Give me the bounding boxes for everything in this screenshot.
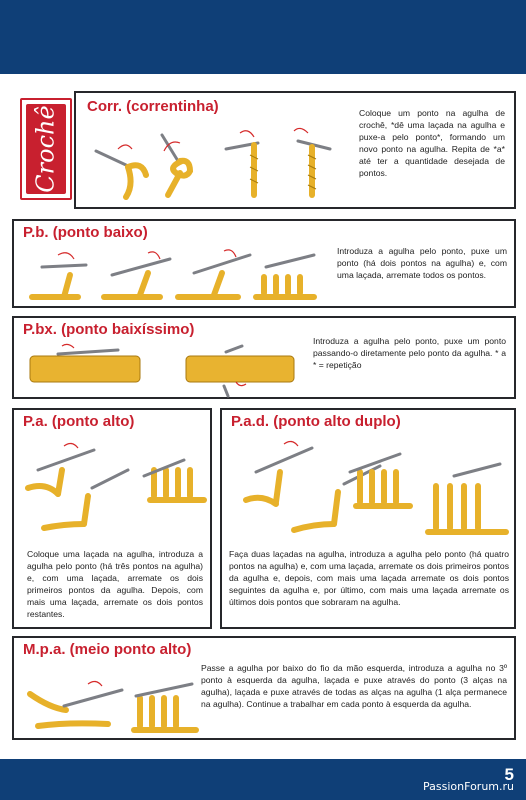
- site-watermark: PassionForum.ru: [423, 780, 514, 793]
- pbx-title: P.bx. (ponto baixíssimo): [23, 321, 195, 338]
- pad-text: Faça duas laçadas na agulha, introduza a agulha pelo ponto (há quatro pontos na agulha) e, com uma laçada, arremate os dois primeiros pontos da agulha e, depois, com mais uma laçada arremate os dois pontos seguintes da agulha e, por último, com mais uma laçada arremate os últimos dois pontos que sobraram na agulha.: [229, 549, 509, 607]
- mpa-title: M.p.a. (meio ponto alto): [23, 641, 192, 658]
- pb-title: P.b. (ponto baixo): [23, 224, 148, 241]
- pa-text: Coloque uma laçada na agulha, introduza a agulha pelo ponto (há três pontos na agulha) e, com uma laçada, arremate os dois primeiros pontos da agulha. Depois, com mais uma laçada, arremate os dois pontos restantes.: [27, 549, 203, 619]
- pad-box: [220, 408, 516, 629]
- pbx-text: Introduza a agulha pelo ponto, puxe um ponto passando-o diretamente pelo ponto da agulha. * a * = repetição: [313, 336, 506, 370]
- corr-text: Coloque um ponto na agulha de crochê, *dê uma laçada na agulha e puxe-a pelo ponto*, formando um novo ponto na agulha. Repita de *a* até ter a quantidade desejada de pontos.: [359, 108, 505, 178]
- pb-text: Introduza a agulha pelo ponto, puxe um ponto (há dois pontos na agulha) e, com uma laçada, arremate todos os pontos.: [337, 246, 507, 280]
- pa-title: P.a. (ponto alto): [23, 413, 135, 430]
- pad-illustration: [240, 436, 510, 536]
- corr-box: [74, 91, 516, 209]
- corr-illustration: [88, 121, 350, 199]
- header-band: [0, 0, 526, 74]
- pb-box: [12, 219, 516, 308]
- pbx-illustration: [28, 342, 298, 398]
- pb-illustration: [28, 245, 318, 303]
- pa-illustration: [24, 436, 206, 536]
- mpa-box: [12, 636, 516, 740]
- page-number: 5: [504, 765, 514, 784]
- pa-box: [12, 408, 212, 629]
- corr-title: Corr. (correntinha): [87, 98, 219, 115]
- section-tab-label: Crochê: [32, 105, 61, 193]
- mpa-illustration: [24, 666, 200, 736]
- section-tab-inner: [26, 104, 66, 194]
- section-tab: [20, 98, 72, 200]
- pad-title: P.a.d. (ponto alto duplo): [231, 413, 401, 430]
- pbx-box: [12, 316, 516, 399]
- mpa-text: Passe a agulha por baixo do fio da mão esquerda, introduza a agulha no 3º ponto à esquerda da agulha, laçada e puxe através do ponto (3 alças na agulha), laçada e puxe através de todas as alças na agulha (1 alça permanece na agulha). Continue a trabalhar em cada ponto à esquerda da agulha.: [201, 663, 507, 709]
